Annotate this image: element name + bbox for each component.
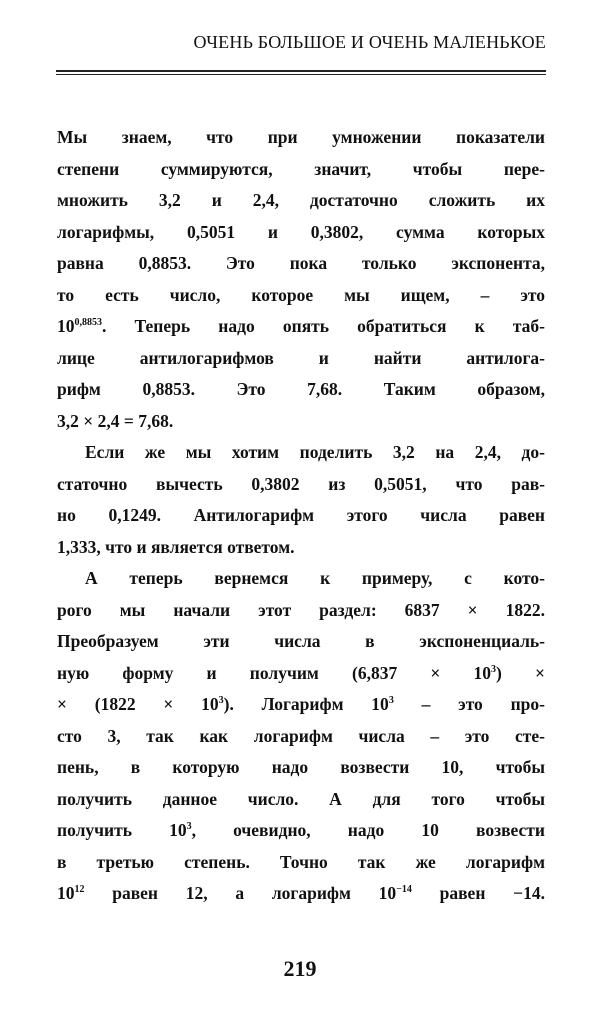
text-line — [57, 469, 545, 501]
text-line — [57, 658, 545, 690]
text-line — [57, 122, 545, 154]
text-run: в третью степень. Точно так же логарифм — [57, 851, 545, 872]
running-header — [56, 32, 546, 53]
superscript: 3 — [491, 663, 497, 675]
text-line — [57, 847, 545, 879]
text-line — [57, 689, 545, 721]
header-rule-thin — [56, 74, 546, 75]
text-run: статочно вычесть 0,3802 из 0,5051, что рав- — [57, 473, 545, 494]
text-run: равна 0,8853. Это пока только экспонента, — [57, 253, 545, 273]
text-line — [57, 532, 545, 564]
text-run: равен 12, а логарифм 10 — [84, 883, 397, 903]
text-line — [57, 311, 545, 343]
text-run: получить данное число. А для того чтобы — [57, 788, 545, 809]
text-run: получить 10 — [57, 820, 187, 840]
text-run: ). Логарифм 10 — [223, 694, 389, 714]
body-text — [57, 122, 545, 910]
superscript: 3 — [388, 695, 394, 706]
text-line — [57, 721, 545, 753]
text-run: степени суммируются, значит, чтобы пере- — [57, 158, 545, 179]
text-line — [57, 815, 545, 847]
text-run: – это про- — [393, 694, 545, 714]
superscript: 0,8853 — [74, 317, 102, 328]
text-run: 10 — [57, 883, 75, 903]
text-run: 1,333, что и является ответом. — [57, 536, 295, 557]
text-run: логарифмы, 0,5051 и 0,3802, сумма которых — [57, 221, 545, 242]
text-run: рифм 0,8853. Это 7,68. Таким образом, — [57, 379, 545, 399]
text-line — [57, 343, 545, 375]
text-run: 3,2 × 2,4 = 7,68. — [57, 410, 174, 431]
text-run: × (1822 × 10 — [57, 694, 219, 714]
page-number: 219 — [283, 956, 317, 981]
text-run: равен −14. — [411, 883, 545, 903]
header-rule — [56, 70, 546, 72]
text-line — [57, 248, 545, 280]
text-run: множить 3,2 и 2,4, достаточно сложить их — [57, 190, 545, 210]
text-line — [57, 437, 545, 469]
running-header-title: ОЧЕНЬ БОЛЬШОЕ И ОЧЕНЬ МАЛЕНЬКОЕ — [193, 32, 546, 52]
text-line — [57, 185, 545, 217]
text-run: ную форму и получим (6,837 × 10 — [57, 662, 492, 683]
text-line — [57, 595, 545, 627]
text-line — [57, 626, 545, 658]
text-run: но 0,1249. Антилогарифм этого числа равен — [57, 505, 545, 525]
text-run: Мы знаем, что при умножении показатели — [57, 127, 545, 147]
text-run: Преобразуем эти числа в экспоненциаль- — [57, 631, 545, 651]
text-line — [57, 878, 545, 910]
text-run: Если же мы хотим поделить 3,2 на 2,4, до- — [85, 442, 545, 462]
text-run: сто 3, так как логарифм числа – это сте- — [57, 725, 545, 746]
text-line — [57, 752, 545, 784]
text-line — [57, 374, 545, 406]
text-line — [57, 563, 545, 595]
text-line — [57, 154, 545, 186]
text-run: ) × — [496, 662, 545, 683]
superscript: 3 — [218, 695, 224, 706]
text-run: рого мы начали этот раздел: 6837 × 1822. — [57, 599, 545, 620]
text-run: то есть число, которое мы ищем, – это — [57, 284, 545, 305]
text-line — [57, 784, 545, 816]
superscript: 12 — [74, 884, 85, 895]
text-line — [57, 500, 545, 532]
text-line — [57, 406, 545, 438]
text-run: А теперь вернемся к примеру, с кото- — [85, 568, 545, 588]
text-run: 10 — [57, 316, 75, 336]
superscript: 3 — [186, 821, 192, 832]
text-line — [57, 280, 545, 312]
text-run: , очевидно, надо 10 возвести — [191, 820, 545, 840]
text-run: . Теперь надо опять обратиться к таб- — [102, 316, 545, 336]
text-line — [57, 217, 545, 249]
text-run: пень, в которую надо возвести 10, чтобы — [57, 757, 545, 777]
text-run: лице антилогарифмов и найти антилога- — [57, 347, 545, 368]
superscript: −14 — [396, 884, 412, 895]
